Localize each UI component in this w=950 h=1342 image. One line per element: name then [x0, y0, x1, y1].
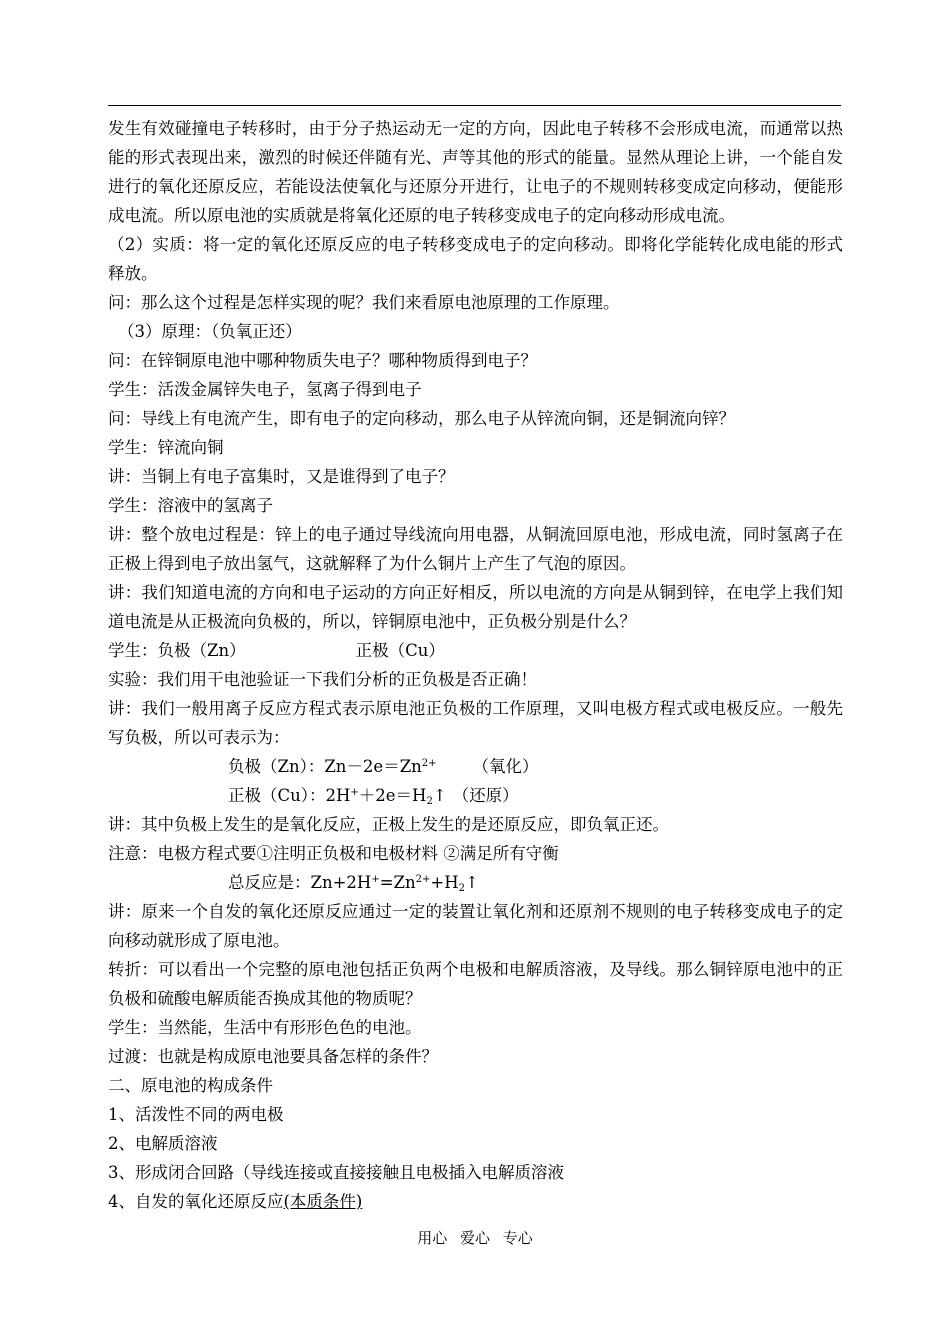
paragraph: 学生：活泼金属锌失电子，氢离子得到电子 [108, 380, 422, 399]
paragraph: 发生有效碰撞电子转移时，由于分子热运动无一定的方向，因此电子转移不会形成电流，而通常以热能的形式表现出来，激烈的时候还伴随有光、声等其他的形式的能量。显然从理论上讲，一个能自发进行的氧化还原反应，若能设法使氧化与还原分开进行，让电子的不规则转移变成定向移动，便能形成电流。所以原电池的实质就是将氧化还原的电子转移变成电子的定向移动形成电流。 [108, 119, 843, 225]
paragraph: 学生：锌流向铜 [108, 438, 224, 457]
underlined-note: (本质条件) [283, 1192, 363, 1211]
paragraph: （2）实质：将一定的氧化还原反应的电子转移变成电子的定向移动。即将化学能转化成电能的形式释放。 [108, 235, 843, 283]
paragraph: 讲：原来一个自发的氧化还原反应通过一定的装置让氧化剂和还原剂不规则的电子转移变成电子的定向移动就形成了原电池。 [108, 902, 843, 950]
student-answer-electrodes [108, 636, 843, 665]
paragraph: 讲：整个放电过程是：锌上的电子通过导线流向用电器，从铜流回原电池，形成电流，同时氢离子在正极上得到电子放出氢气，这就解释了为什么铜片上产生了气泡的原因。 [108, 525, 843, 573]
paragraph: 讲：我们知道电流的方向和电子运动的方向正好相反，所以电流的方向是从铜到锌，在电学上我们知道电流是从正极流向负极的，所以，锌铜原电池中，正负极分别是什么？ [108, 583, 843, 631]
paragraph: 讲：我们一般用离子反应方程式表示原电池正负极的工作原理，又叫电极方程式或电极反应。一般先写负极，所以可表示为： [108, 699, 843, 747]
equation-positive: 正极（Cu）：$2H^++2e=H_2↑$ （还原） [228, 786, 519, 807]
paragraph: 讲：当铜上有电子富集时，又是谁得到了电子？ [108, 467, 455, 486]
gas-arrow-icon: ↑ [464, 873, 479, 892]
paragraph: 过渡：也就是构成原电池要具备怎样的条件？ [108, 1047, 438, 1066]
paragraph: 问：在锌铜原电池中哪种物质失电子？哪种物质得到电子？ [108, 351, 537, 370]
answer-positive: 正极（Cu） [355, 641, 445, 660]
section-heading-principle: （3）原理：（负氧正还） [118, 322, 302, 341]
paragraph: 问：导线上有电流产生，即有电子的定向移动，那么电子从锌流向铜，还是铜流向锌？ [108, 409, 735, 428]
paragraph: 实验：我们用干电池验证一下我们分析的正负极是否正确！ [108, 670, 537, 689]
list-item: 3、形成闭合回路（导线连接或直接接触且电极插入电解质溶液 [108, 1163, 564, 1182]
paragraph: 注意：电极方程式要①注明正负极和电极材料 ②满足所有守衡 [108, 844, 559, 863]
equation-total: 总反应是：$Zn+2H^+=Zn^{2+}+H_2↑$ [228, 873, 479, 894]
paragraph: 问：那么这个过程是怎样实现的呢？我们来看原电池原理的工作原理。 [108, 293, 620, 312]
paragraph: 转折：可以看出一个完整的原电池包括正负两个电极和电解质溶液，及导线。那么铜锌原电池中的正负极和硫酸电解质能否换成其他的物质呢？ [108, 960, 843, 1008]
list-item: 1、活泼性不同的两电极 [108, 1105, 284, 1124]
list-item: 2、电解质溶液 [108, 1134, 218, 1153]
header-rule [108, 105, 841, 106]
gas-arrow-icon: ↑ [432, 786, 447, 805]
answer-negative: 学生：负极（Zn） [108, 641, 246, 660]
equation-negative: 负极（Zn）：$Zn-2e=Zn^{2+}$ （氧化） [228, 757, 539, 776]
paragraph: 学生：溶液中的氢离子 [108, 496, 273, 515]
section-heading-conditions: 二、原电池的构成条件 [108, 1076, 273, 1095]
list-item: 4、自发的氧化还原反应(本质条件) [108, 1192, 363, 1211]
paragraph: 学生：当然能，生活中有形形色色的电池。 [108, 1018, 422, 1037]
page-footer: 用心 爱心 专心 [417, 1229, 533, 1247]
document-body [108, 114, 843, 1216]
paragraph: 讲：其中负极上发生的是氧化反应，正极上发生的是还原反应，即负氧正还。 [108, 815, 669, 834]
